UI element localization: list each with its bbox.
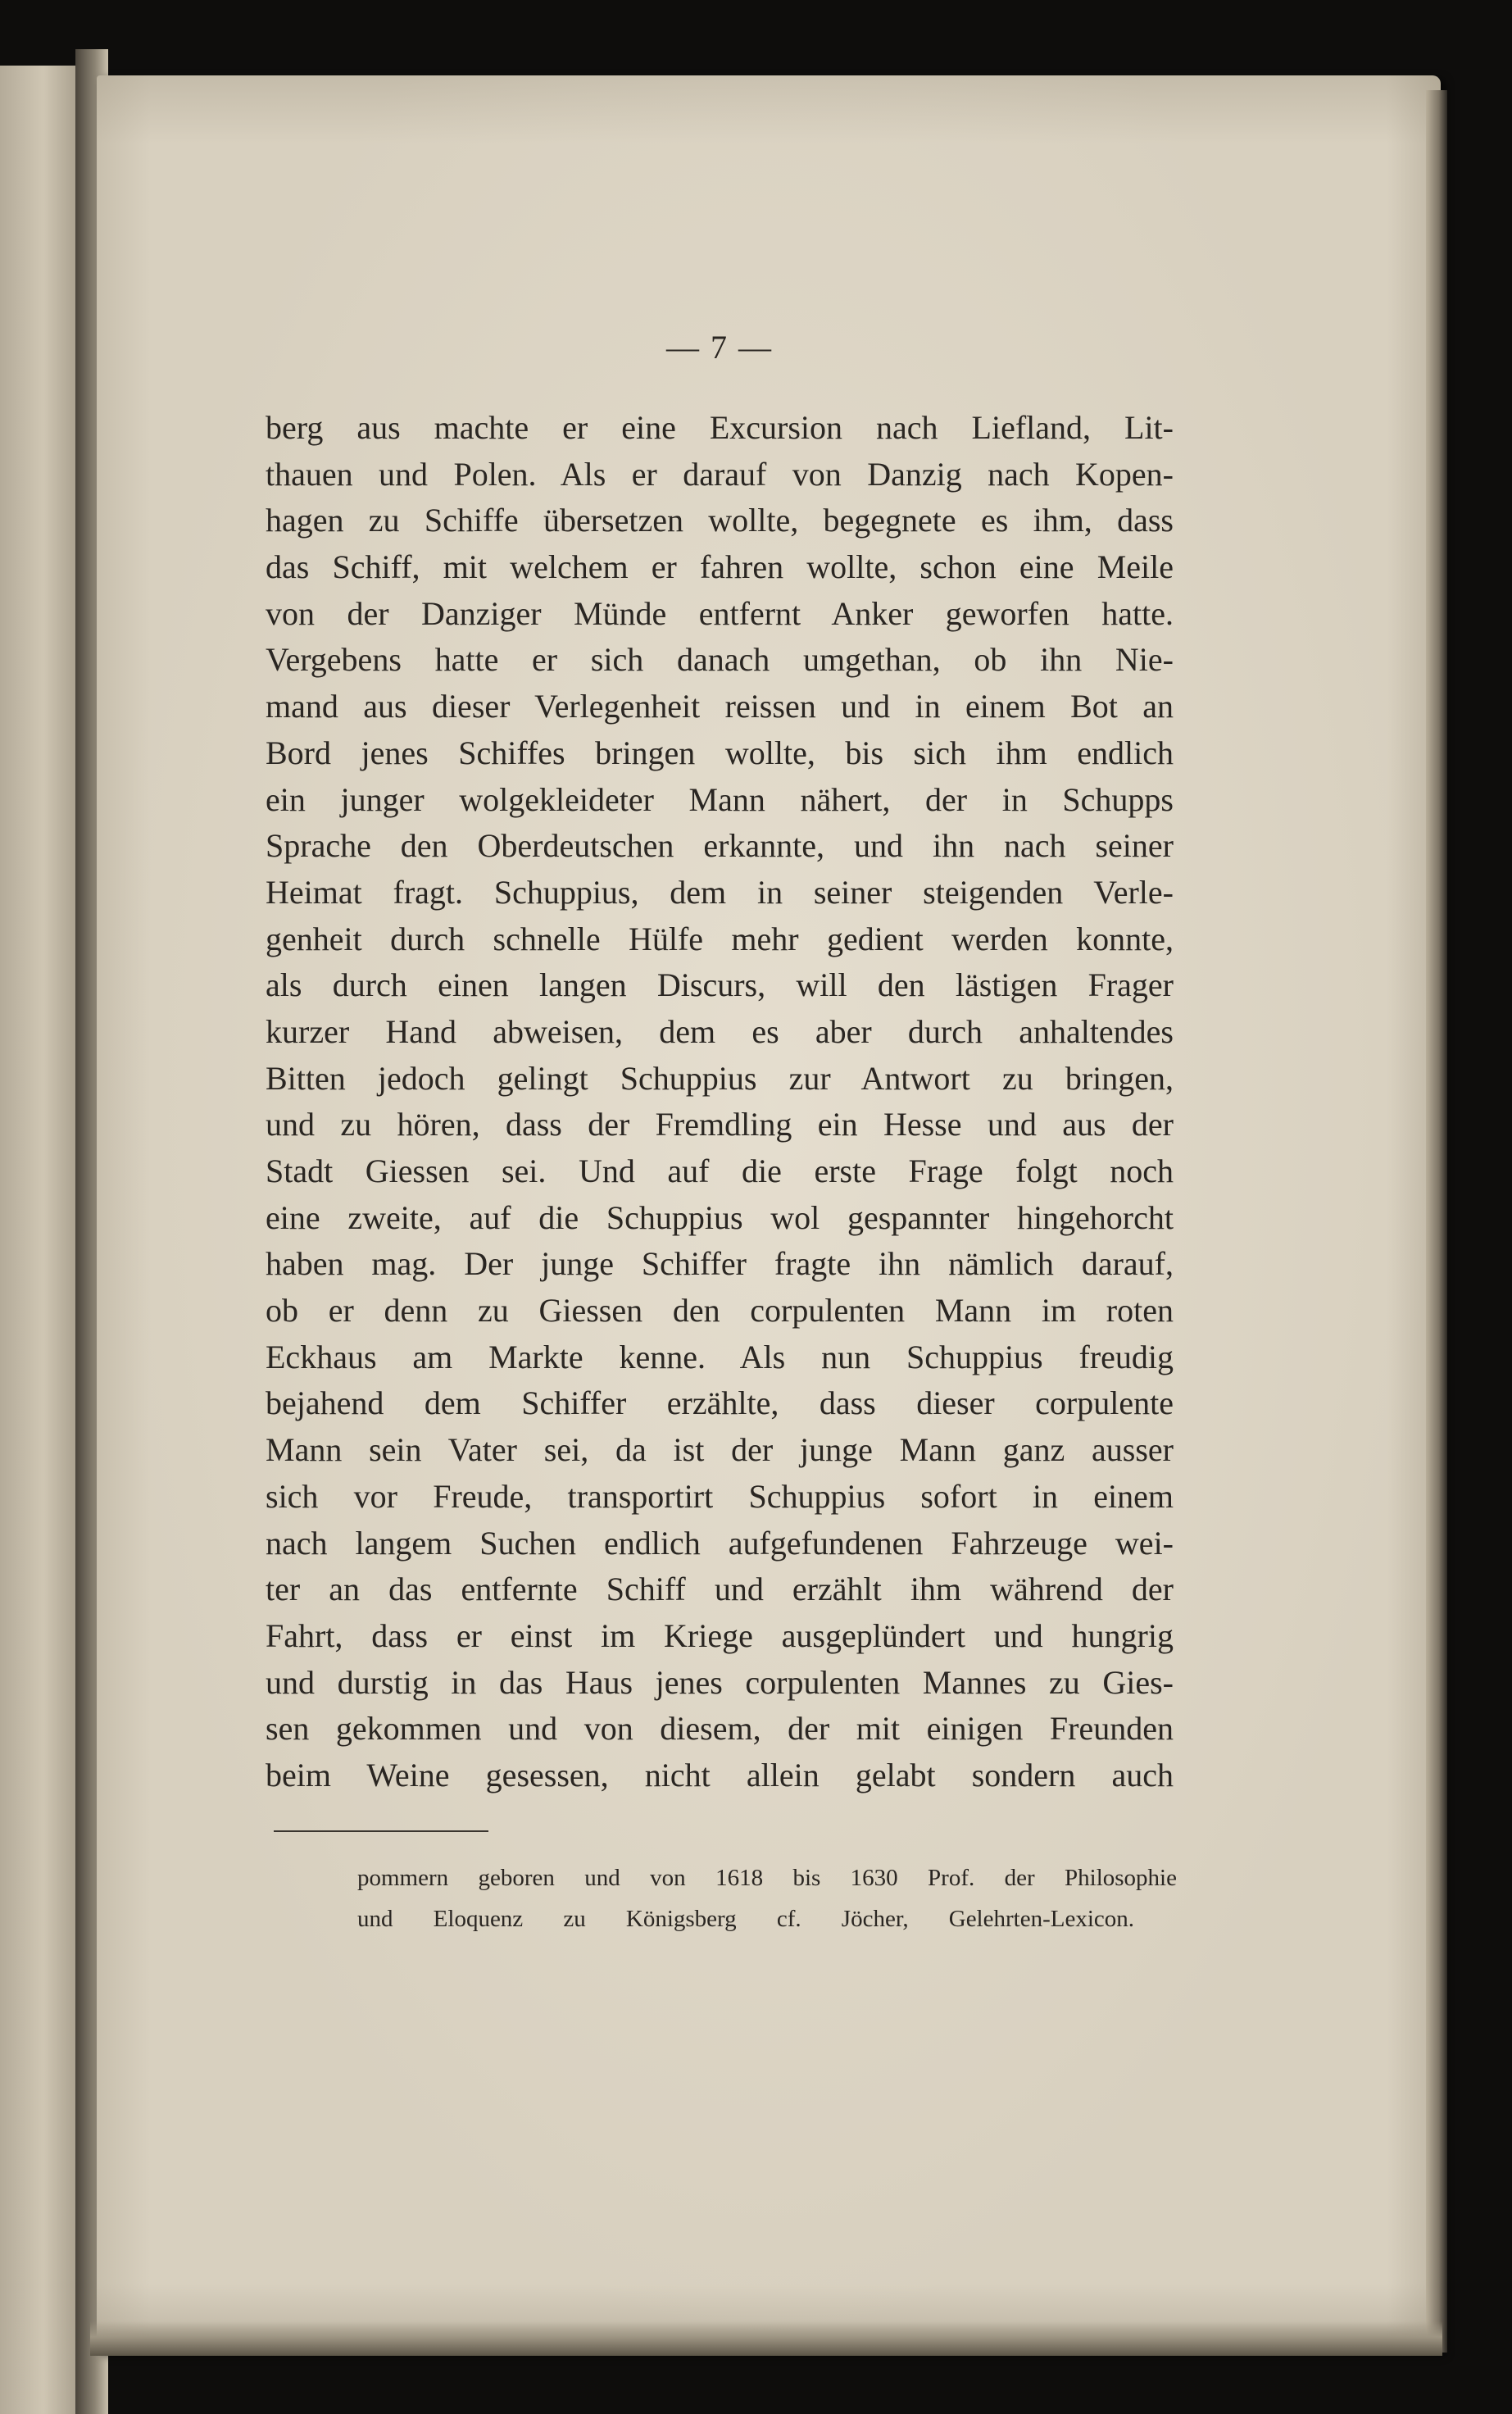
- body-line: ein junger wolgekleideter Mann nähert, der in Schupps: [266, 780, 1174, 818]
- body-text: [266, 405, 1174, 1799]
- body-line: mand aus dieser Verlegenheit reissen und in einem Bot an: [266, 688, 1174, 725]
- body-line: nach langem Suchen endlich aufgefundenen Fahrzeuge wei-: [266, 1524, 1174, 1562]
- body-line: als durch einen langen Discurs, will den lästigen Frager: [266, 966, 1174, 1004]
- body-line: kurzer Hand abweisen, dem es aber durch anhaltendes: [266, 1012, 1174, 1050]
- body-line: sen gekommen und von diesem, der mit einigen Freunden: [266, 1710, 1174, 1748]
- page-stack-bottom-edge: [90, 2321, 1442, 2356]
- body-line: beim Weine gesessen, nicht allein gelabt sondern auch: [266, 1756, 1174, 1793]
- body-line: sich vor Freude, transportirt Schuppius sofort in einem: [266, 1477, 1174, 1515]
- body-line: Vergebens hatte er sich danach umgethan, ob ihn Nie-: [266, 641, 1174, 679]
- footnote: [357, 1857, 1177, 1939]
- body-line: ter an das entfernte Schiff und erzählt ihm während der: [266, 1571, 1174, 1608]
- facing-page-edge: [0, 66, 79, 2414]
- body-line: haben mag. Der junge Schiffer fragte ihn nämlich darauf,: [266, 1245, 1174, 1283]
- body-line: Mann sein Vater sei, da ist der junge Mann ganz ausser: [266, 1431, 1174, 1469]
- body-line: von der Danziger Münde entfernt Anker geworfen hatte.: [266, 594, 1174, 632]
- body-line: Heimat fragt. Schuppius, dem in seiner steigenden Verle-: [266, 873, 1174, 911]
- body-line: eine zweite, auf die Schuppius wol gespannter hingehorcht: [266, 1198, 1174, 1236]
- body-line: thauen und Polen. Als er darauf von Danzig nach Kopen-: [266, 455, 1174, 493]
- body-line: bejahend dem Schiffer erzählte, dass dieser corpulente: [266, 1384, 1174, 1422]
- body-line: genheit durch schnelle Hülfe mehr gedient werden konnte,: [266, 920, 1174, 957]
- body-line: Sprache den Oberdeutschen erkannte, und ihn nach seiner: [266, 827, 1174, 865]
- footnote-divider: [274, 1830, 488, 1832]
- body-line: das Schiff, mit welchem er fahren wollte, schon eine Meile: [266, 548, 1174, 586]
- footnote-line: und Eloquenz zu Königsberg cf. Jöcher, Gelehrten-Lexicon.: [357, 1906, 1134, 1932]
- body-line: und zu hören, dass der Fremdling ein Hesse und aus der: [266, 1106, 1174, 1143]
- page-stack-right-edge: [1426, 90, 1447, 2353]
- body-line: und durstig in das Haus jenes corpulenten Mannes zu Gies-: [266, 1663, 1174, 1701]
- page-number: — 7 —: [666, 329, 773, 366]
- body-line: Stadt Giessen sei. Und auf die erste Frage folgt noch: [266, 1152, 1174, 1189]
- body-line: ob er denn zu Giessen den corpulenten Mann im roten: [266, 1292, 1174, 1330]
- body-line: Fahrt, dass er einst im Kriege ausgeplündert und hungrig: [266, 1616, 1174, 1654]
- body-line: Bord jenes Schiffes bringen wollte, bis sich ihm endlich: [266, 734, 1174, 771]
- body-line: Eckhaus am Markte kenne. Als nun Schuppius freudig: [266, 1338, 1174, 1375]
- body-line: hagen zu Schiffe übersetzen wollte, begegnete es ihm, dass: [266, 502, 1174, 539]
- footnote-line: pommern geboren und von 1618 bis 1630 Prof. der Philosophie: [357, 1865, 1177, 1891]
- body-line: berg aus machte er eine Excursion nach Liefland, Lit-: [266, 409, 1174, 446]
- body-line: Bitten jedoch gelingt Schuppius zur Antwort zu bringen,: [266, 1059, 1174, 1097]
